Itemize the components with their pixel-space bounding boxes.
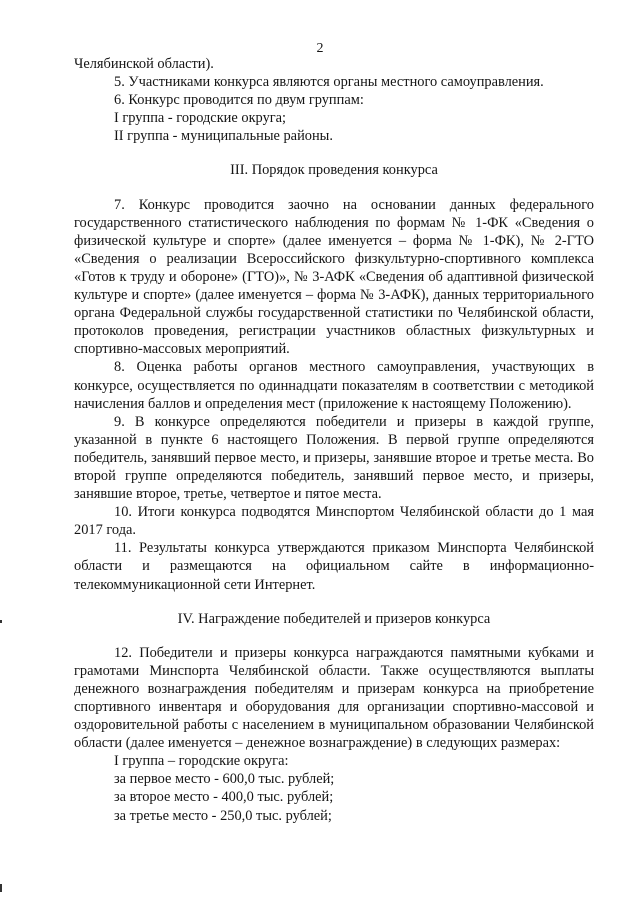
paragraph-10: 10. Итоги конкурса подводятся Минспортом Челябинской области до 1 мая 2017 года. — [74, 504, 594, 539]
text-line: 5. Участниками конкурса являются органы местного самоуправления. — [114, 74, 544, 91]
section-heading-4: IV. Награждение победителей и призеров конкурса — [177, 610, 491, 627]
text-line: Челябинской области). — [74, 56, 214, 72]
text-line: I группа - городские округа; — [114, 110, 287, 127]
document-body — [74, 55, 594, 825]
text-line: 6. Конкурс проводится по двум группам: — [114, 92, 364, 109]
group-title: I группа – городские округа: — [114, 753, 289, 770]
page-number: 2 — [316, 41, 324, 56]
scan-edge-mark — [0, 884, 2, 892]
prize-line: за третье место - 250,0 тыс. рублей; — [114, 807, 332, 824]
paragraph-8: 8. Оценка работы органов местного самоуправления, участвующих в конкурсе, осуществляется по одиннадцати показателям в соответствии с методикой начисления баллов и определения мест (приложение к настоящему Положению). — [74, 359, 594, 412]
paragraph-7: 7. Конкурс проводится заочно на основании данных федерального государственного статистического наблюдения по формам № 1-ФК «Сведения о физической культуре и спорте» (далее именуется – форма № 1-ФК), № 2-ГТО «Сведения о реализации Всероссийского физкультурно-спортивного комплекса «Готов к труду и обороне» (ГТО)», № 3-АФК «Сведения об адаптивной физической культуре и спорте» (далее именуется – форма № 3-АФК), данных территориального органа Федеральной службы государственной статистики по Челябинской области, протоколов проведения, регистрации участников областных физкультурных и спортивно-массовых мероприятий. — [74, 196, 594, 358]
section-heading-3: III. Порядок проведения конкурса — [230, 162, 438, 179]
paragraph-12: 12. Победители и призеры конкурса награждаются памятными кубками и грамотами Минспорта Челябинской области. Также осуществляются выплаты денежного вознаграждения победителям и призерам конкурса на приобретение спортивного инвентаря и оборудования для организации спортивно-массовой и оздоровительной работы с населением в муниципальном образовании Челябинской области (далее именуется – денежное вознаграждение) в следующих размерах: — [74, 644, 594, 752]
paragraph-9: 9. В конкурсе определяются победители и призеры в каждой группе, указанной в пункте 6 настоящего Положения. В первой группе определяются победитель, занявший первое место, и призеры, занявшие второе и третье места. Во второй группе определяются победитель, занявший первое место, и призеры, занявшие второе, третье, четвертое и пятое места. — [74, 413, 594, 503]
text-line: II группа - муниципальные районы. — [114, 128, 333, 145]
prize-line: за второе место - 400,0 тыс. рублей; — [114, 789, 334, 806]
scan-edge-mark — [0, 620, 2, 623]
prize-line: за первое место - 600,0 тыс. рублей; — [114, 771, 335, 788]
paragraph-11: 11. Результаты конкурса утверждаются приказом Минспорта Челябинской области и размещаются на официальном сайте в информационно-телекоммуникационной сети Интернет. — [74, 540, 594, 593]
